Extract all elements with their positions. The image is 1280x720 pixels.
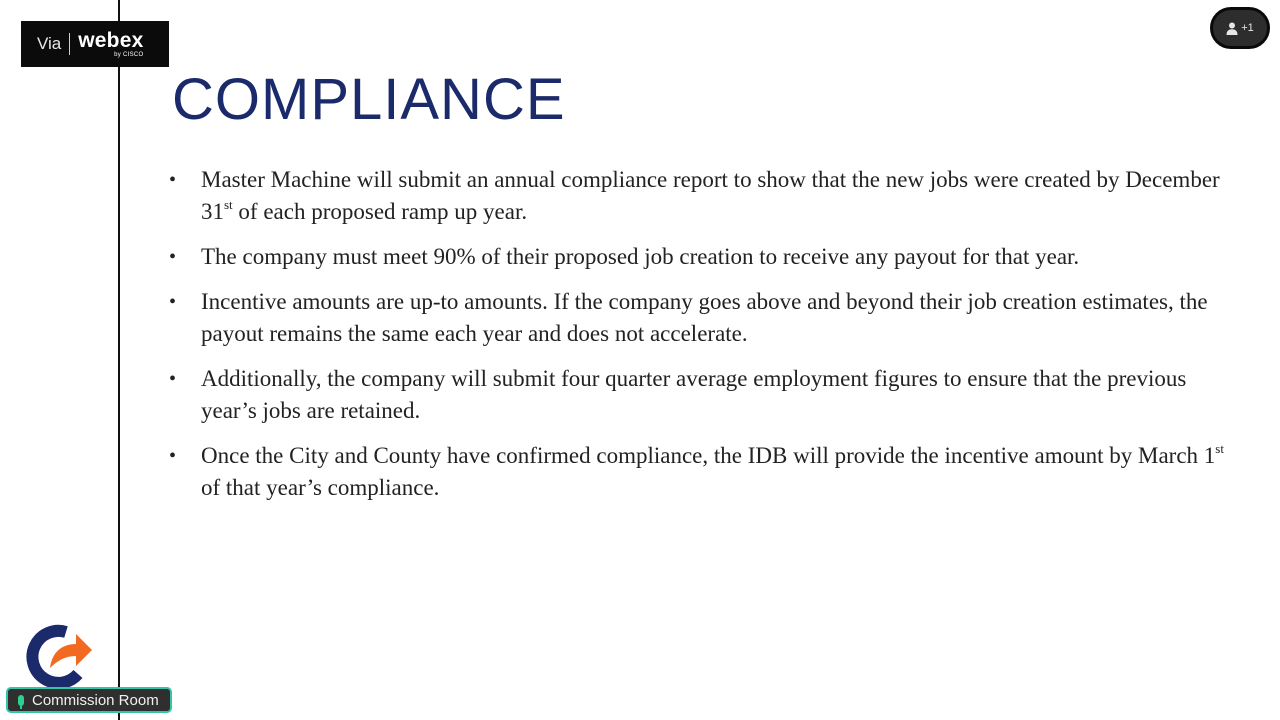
room-name: Commission Room xyxy=(32,691,159,709)
webex-badge xyxy=(21,21,169,67)
webex-logo xyxy=(78,30,143,58)
bullet-list xyxy=(168,164,1243,517)
slide-divider-line xyxy=(118,0,120,720)
webex-wordmark: webex xyxy=(78,29,144,52)
bullet-text: Additionally, the company will submit four quarter average employment figures to ensure that the previous year’s jobs are retained. xyxy=(201,366,1187,423)
organization-logo-icon xyxy=(26,622,96,688)
bullet-text: The company must meet 90% of their proposed job creation to receive any payout for that year. xyxy=(201,244,1080,269)
bullet-text: Incentive amounts are up-to amounts. If the company goes above and beyond their job creation estimates, the payout remains the same each year and does not accelerate. xyxy=(201,289,1208,346)
bullet-text: Once the City and County have confirmed compliance, the IDB will provide the incentive amount by March 1 xyxy=(201,443,1216,468)
participants-button[interactable] xyxy=(1210,7,1270,49)
room-indicator xyxy=(6,687,172,713)
bullet-marker: • xyxy=(169,445,177,467)
participants-count: +1 xyxy=(1241,22,1254,34)
slide-title: COMPLIANCE xyxy=(172,67,566,132)
webex-byline: by CISCO xyxy=(114,52,144,58)
ordinal-suffix: st xyxy=(1215,441,1224,457)
ordinal-suffix: st xyxy=(224,197,233,213)
bullet-item xyxy=(168,363,1243,427)
bullet-item xyxy=(168,286,1243,350)
bullet-item xyxy=(168,440,1243,504)
bullet-item xyxy=(168,164,1243,228)
bullet-text-end: of that year’s compliance. xyxy=(201,475,440,500)
bullet-text: Master Machine will submit an annual compliance report to show that the new jobs were created by December 31 xyxy=(201,167,1220,224)
via-label: Via xyxy=(37,34,62,53)
bullet-marker: • xyxy=(169,169,177,191)
badge-separator xyxy=(69,33,70,55)
microphone-icon xyxy=(18,695,24,706)
bullet-marker: • xyxy=(169,246,177,268)
bullet-marker: • xyxy=(169,368,177,390)
bullet-item xyxy=(168,241,1243,273)
bullet-marker: • xyxy=(169,291,177,313)
bullet-text-end: of each proposed ramp up year. xyxy=(232,199,528,224)
person-icon xyxy=(1226,22,1238,35)
